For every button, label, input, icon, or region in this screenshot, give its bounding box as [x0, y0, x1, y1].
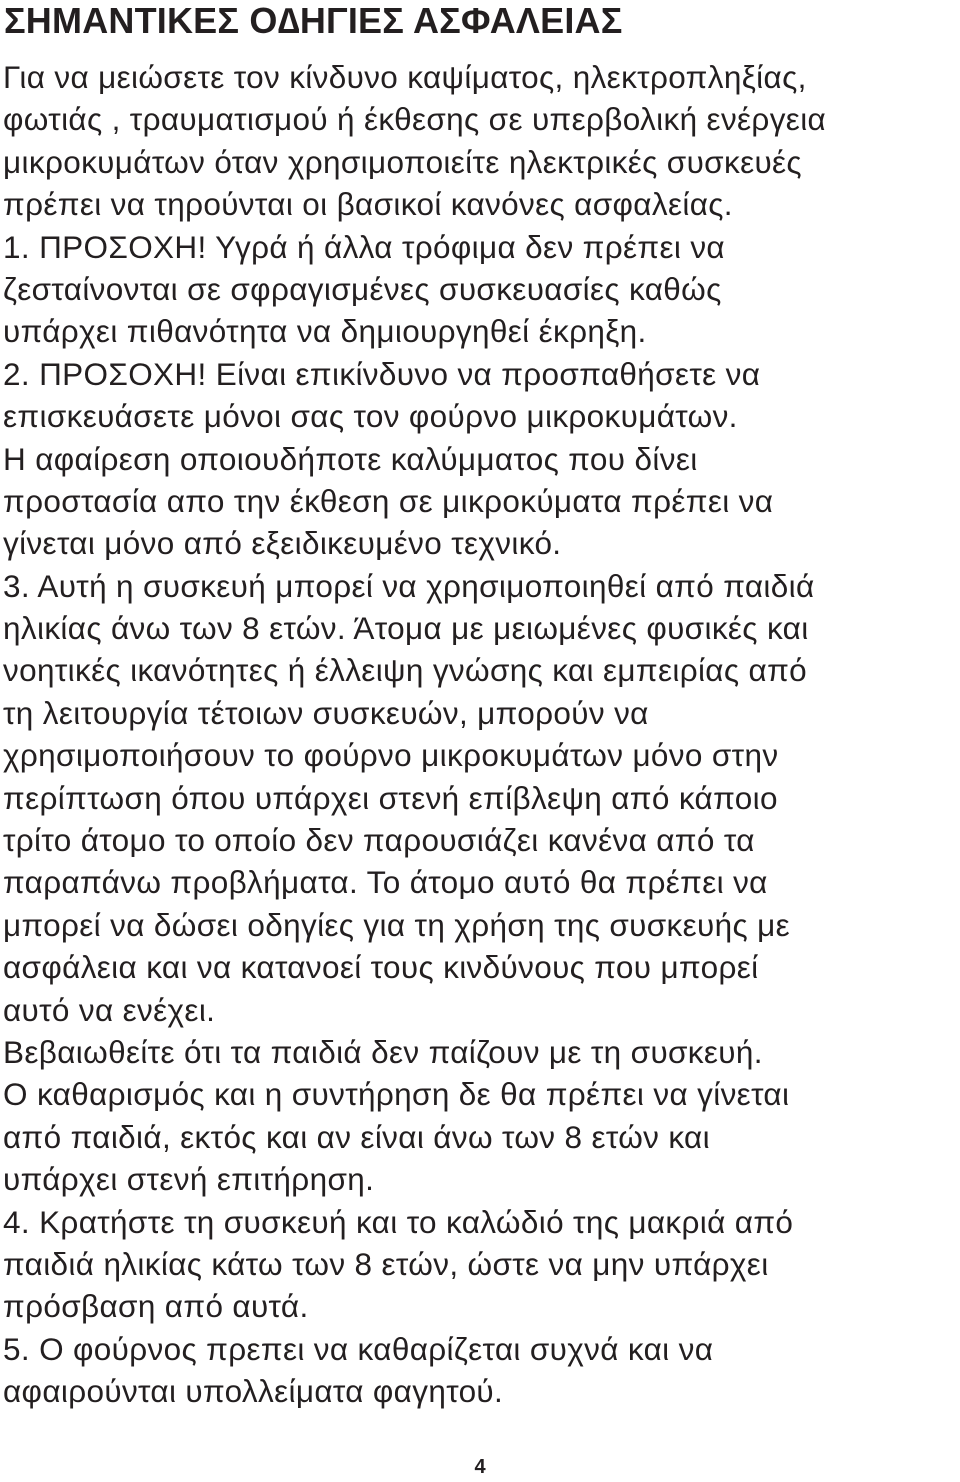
text-line: φωτιάς , τραυματισμού ή έκθεσης σε υπερβολική ενέργεια — [3, 101, 827, 138]
text-line: από παιδιά, εκτός και αν είναι άνω των 8 ετών και — [3, 1118, 710, 1155]
text-line: προστασία απο την έκθεση σε μικροκύματα πρέπει να — [3, 482, 774, 519]
page-number: 4 — [474, 1456, 486, 1478]
text-line: 3. Αυτή η συσκευή μπορεί να χρησιμοποιηθεί από παιδιά — [3, 567, 815, 604]
text-line: χρησιμοποιήσουν το φούρνο μικροκυμάτων μόνο στην — [3, 737, 779, 774]
text-line: 5. Ο φούρνος πρεπει να καθαρίζεται συχνά και να — [3, 1330, 714, 1367]
text-line: αυτό να ενέχει. — [3, 991, 216, 1028]
page-title: ΣΗΜΑΝΤΙΚΕΣ Ο∆ΗΓΙΕΣ ΑΣΦΑΛΕΙΑΣ — [4, 0, 623, 41]
text-line: περίπτωση όπου υπάρχει στενή επίβλεψη από κάποιο — [3, 779, 778, 816]
text-line: πρόσβαση από αυτά. — [3, 1288, 309, 1325]
text-line: υπάρχει στενή επιτήρηση. — [3, 1161, 375, 1198]
text-line: αφαιρούνται υπολλείματα φαγητού. — [3, 1373, 504, 1410]
safety-instructions-text — [3, 56, 958, 1413]
text-line: παιδιά ηλικίας κάτω των 8 ετών, ώστε να μην υπάρχει — [3, 1245, 769, 1282]
text-line: γίνεται μόνο από εξειδικευμένο τεχνικό. — [3, 525, 562, 562]
text-line: ηλικίας άνω των 8 ετών. Άτομα με μειωμένες φυσικές και — [3, 610, 809, 647]
text-line: τη λειτουργία τέτοιων συσκευών, μπορούν να — [3, 694, 649, 731]
text-line: ζεσταίνονται σε σφραγισμένες συσκευασίες καθώς — [3, 270, 722, 307]
text-line: μπορεί να δώσει οδηγίες για τη χρήση της συσκευής με — [3, 906, 791, 943]
text-line: νοητικές ικανότητες ή έλλειψη γνώσης και εμπειρίας από — [3, 652, 808, 689]
text-line: Η αφαίρεση οποιουδήποτε καλύμματος που δίνει — [3, 440, 698, 477]
text-line: υπάρχει πιθανότητα να δημιουργηθεί έκρηξη. — [3, 313, 647, 350]
text-line: Για να μειώσετε τον κίνδυνο καψίματος, ηλεκτροπληξίας, — [3, 59, 807, 95]
text-line: παραπάνω προβλήματα. Το άτομο αυτό θα πρέπει να — [3, 864, 768, 901]
text-line: 1. ΠΡΟΣΟΧΗ! Υγρά ή άλλα τρόφιμα δεν πρέπει να — [3, 228, 725, 265]
text-line: 4. Κρατήστε τη συσκευή και το καλώδιό της μακριά από — [3, 1203, 794, 1240]
text-line: Ο καθαρισμός και η συντήρηση δε θα πρέπει να γίνεται — [3, 1076, 790, 1113]
text-line: ασφάλεια και να κατανοεί τους κινδύνους που μπορεί — [3, 949, 759, 986]
text-line: Βεβαιωθείτε ότι τα παιδιά δεν παίζουν με τη συσκευή. — [3, 1033, 763, 1070]
text-line: πρέπει να τηρούνται οι βασικοί κανόνες ασφαλείας. — [3, 186, 733, 223]
text-line: τρίτο άτομο το οποίο δεν παρουσιάζει κανένα από τα — [3, 822, 755, 859]
text-line: επισκευάσετε μόνοι σας τον φούρνο μικροκυμάτων. — [3, 398, 738, 435]
text-line: μικροκυμάτων όταν χρησιμοποιείτε ηλεκτρικές συσκευές — [3, 143, 802, 180]
text-line: 2. ΠΡΟΣΟΧΗ! Είναι επικίνδυνο να προσπαθήσετε να — [3, 355, 761, 392]
